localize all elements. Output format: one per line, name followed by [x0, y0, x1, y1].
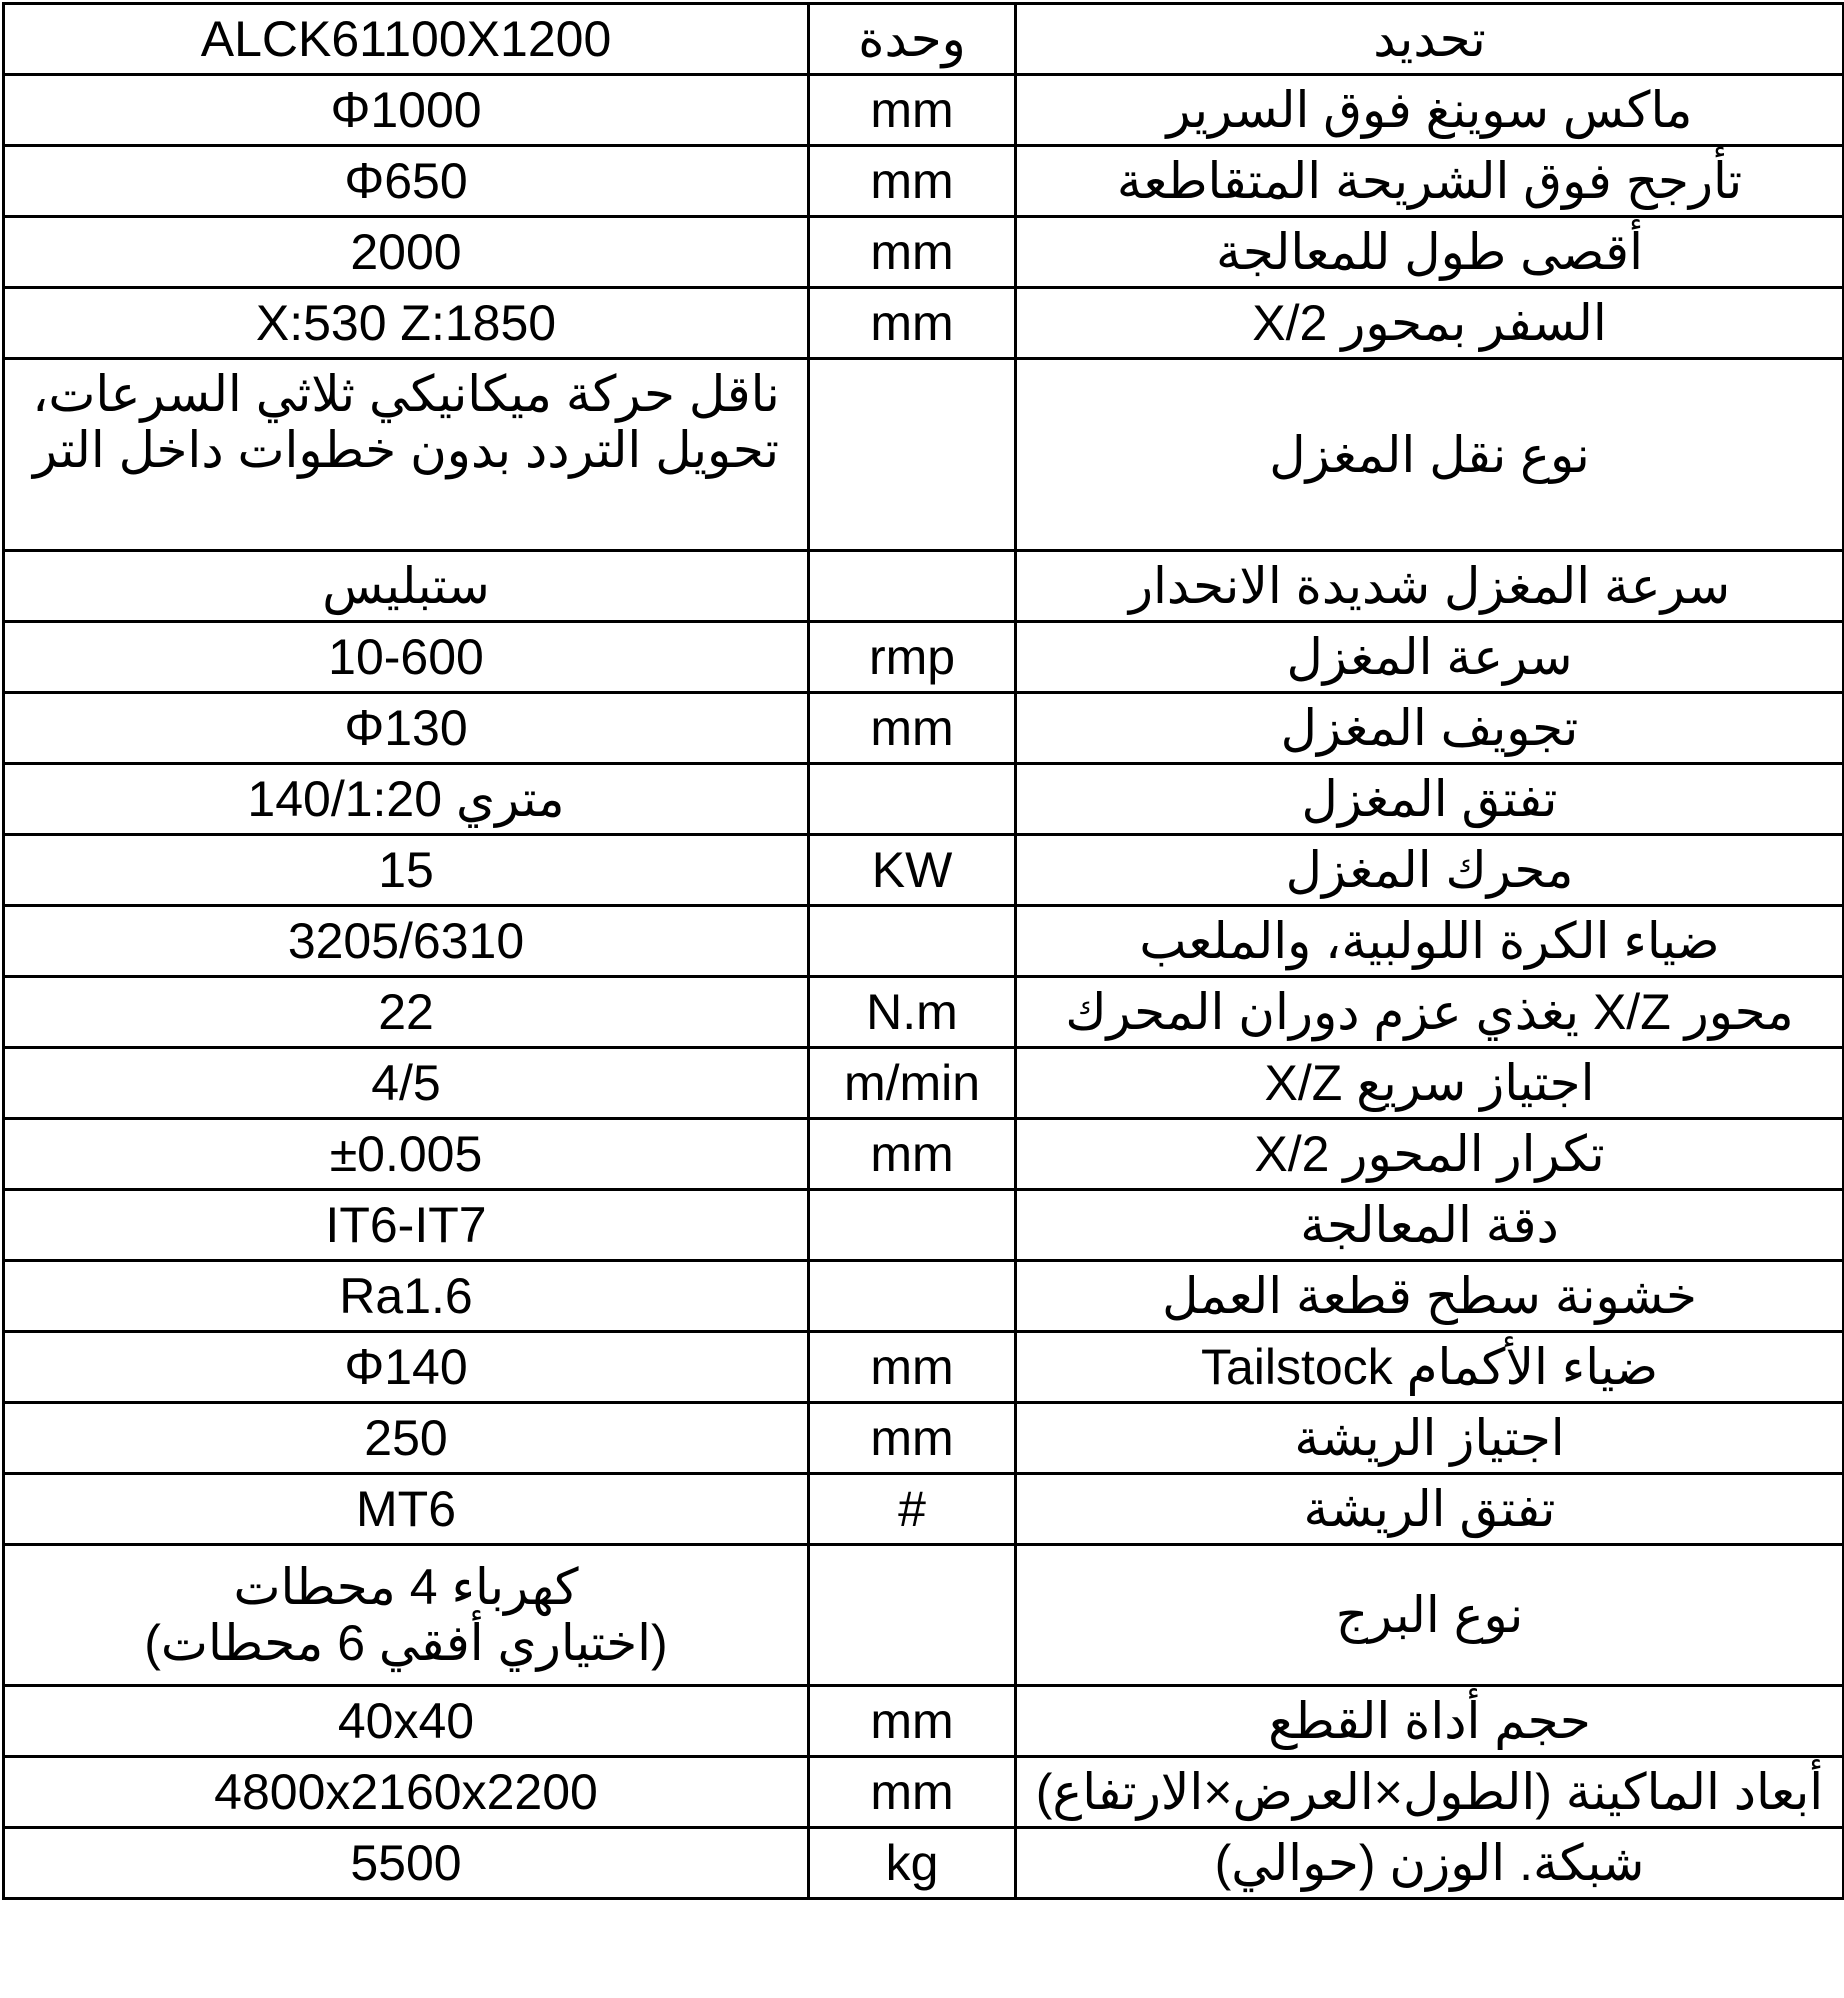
row-unit: mm	[809, 1119, 1016, 1190]
row-unit	[809, 764, 1016, 835]
row-spec: محرك المغزل	[1016, 835, 1844, 906]
row-unit: mm	[809, 1332, 1016, 1403]
row-value: 40x40	[4, 1686, 809, 1757]
row-value	[4, 359, 809, 551]
row-unit	[809, 906, 1016, 977]
table-row	[4, 1545, 1844, 1686]
table-row	[4, 764, 1844, 835]
row-value: Ra1.6	[4, 1261, 809, 1332]
row-unit: mm	[809, 693, 1016, 764]
row-spec: تأرجح فوق الشريحة المتقاطعة	[1016, 146, 1844, 217]
row-spec: ضياء الكرة اللولبية، والملعب	[1016, 906, 1844, 977]
row-unit: m/min	[809, 1048, 1016, 1119]
table-header-row	[4, 4, 1844, 75]
row-value: 15	[4, 835, 809, 906]
row-spec: تفتق الريشة	[1016, 1474, 1844, 1545]
row-value: 250	[4, 1403, 809, 1474]
row-value: ±0.005	[4, 1119, 809, 1190]
row-unit: kg	[809, 1828, 1016, 1899]
table-row	[4, 1048, 1844, 1119]
row-value: Φ140	[4, 1332, 809, 1403]
row-unit	[809, 1261, 1016, 1332]
row-value: 5500	[4, 1828, 809, 1899]
table-row	[4, 551, 1844, 622]
row-value	[4, 1545, 809, 1686]
table-row	[4, 977, 1844, 1048]
row-spec: شبكة. الوزن (حوالي)	[1016, 1828, 1844, 1899]
row-spec: تكرار المحور X/2	[1016, 1119, 1844, 1190]
row-unit: N.m	[809, 977, 1016, 1048]
table-row	[4, 75, 1844, 146]
row-unit: mm	[809, 1403, 1016, 1474]
table-row	[4, 1757, 1844, 1828]
row-spec: ضياء الأكمام Tailstock	[1016, 1332, 1844, 1403]
row-value: 4800x2160x2200	[4, 1757, 809, 1828]
row-spec: حجم أداة القطع	[1016, 1686, 1844, 1757]
row-spec: السفر بمحور X/2	[1016, 288, 1844, 359]
table-row	[4, 217, 1844, 288]
row-spec: محور X/Z يغذي عزم دوران المحرك	[1016, 977, 1844, 1048]
table-row	[4, 359, 1844, 551]
header-model: ALCK61100X1200	[4, 4, 809, 75]
row-value: MT6	[4, 1474, 809, 1545]
table-row	[4, 1190, 1844, 1261]
row-spec: سرعة المغزل شديدة الانحدار	[1016, 551, 1844, 622]
row-value: 22	[4, 977, 809, 1048]
row-value: Φ1000	[4, 75, 809, 146]
header-unit: وحدة	[809, 4, 1016, 75]
row-spec: نوع نقل المغزل	[1016, 359, 1844, 551]
row-unit: mm	[809, 1757, 1016, 1828]
row-unit	[809, 359, 1016, 551]
row-spec: تجويف المغزل	[1016, 693, 1844, 764]
row-spec: سرعة المغزل	[1016, 622, 1844, 693]
row-value: 4/5	[4, 1048, 809, 1119]
row-value-line: ناقل حركة ميكانيكي ثلاثي السرعات،	[32, 366, 780, 422]
row-value: 2000	[4, 217, 809, 288]
row-value-line: (اختياري أفقي 6 محطات)	[144, 1615, 668, 1671]
row-unit: mm	[809, 146, 1016, 217]
row-value: X:530 Z:1850	[4, 288, 809, 359]
row-unit: mm	[809, 1686, 1016, 1757]
row-unit: mm	[809, 75, 1016, 146]
table-row	[4, 1474, 1844, 1545]
table-row	[4, 288, 1844, 359]
spec-table	[2, 2, 1844, 1900]
row-value: IT6-IT7	[4, 1190, 809, 1261]
row-unit: mm	[809, 288, 1016, 359]
row-spec: نوع البرج	[1016, 1545, 1844, 1686]
table-row	[4, 1261, 1844, 1332]
row-value: متري 140/1:20	[4, 764, 809, 835]
row-spec: ماكس سوينغ فوق السرير	[1016, 75, 1844, 146]
row-spec: اجتياز الريشة	[1016, 1403, 1844, 1474]
row-unit	[809, 551, 1016, 622]
table-row	[4, 1119, 1844, 1190]
table-row	[4, 1332, 1844, 1403]
row-spec: خشونة سطح قطعة العمل	[1016, 1261, 1844, 1332]
row-unit: #	[809, 1474, 1016, 1545]
header-spec: تحديد	[1016, 4, 1844, 75]
table-row	[4, 1403, 1844, 1474]
row-spec: اجتياز سريع X/Z	[1016, 1048, 1844, 1119]
row-unit	[809, 1190, 1016, 1261]
row-spec: تفتق المغزل	[1016, 764, 1844, 835]
row-spec: أقصى طول للمعالجة	[1016, 217, 1844, 288]
row-unit: KW	[809, 835, 1016, 906]
row-value: 10-600	[4, 622, 809, 693]
table-row	[4, 622, 1844, 693]
row-unit: rmp	[809, 622, 1016, 693]
row-unit	[809, 1545, 1016, 1686]
table-row	[4, 1828, 1844, 1899]
row-value: Φ130	[4, 693, 809, 764]
table-row	[4, 1686, 1844, 1757]
row-value: Φ650	[4, 146, 809, 217]
row-unit: mm	[809, 217, 1016, 288]
row-value: ستبليس	[4, 551, 809, 622]
row-spec: أبعاد الماكينة (الطول×العرض×الارتفاع)	[1016, 1757, 1844, 1828]
table-row	[4, 906, 1844, 977]
row-spec: دقة المعالجة	[1016, 1190, 1844, 1261]
table-row	[4, 146, 1844, 217]
table-row	[4, 693, 1844, 764]
row-value: 3205/6310	[4, 906, 809, 977]
row-value-line: تحويل التردد بدون خطوات داخل التر	[32, 422, 780, 478]
table-row	[4, 835, 1844, 906]
row-value-line: كهرباء 4 محطات	[233, 1559, 579, 1615]
